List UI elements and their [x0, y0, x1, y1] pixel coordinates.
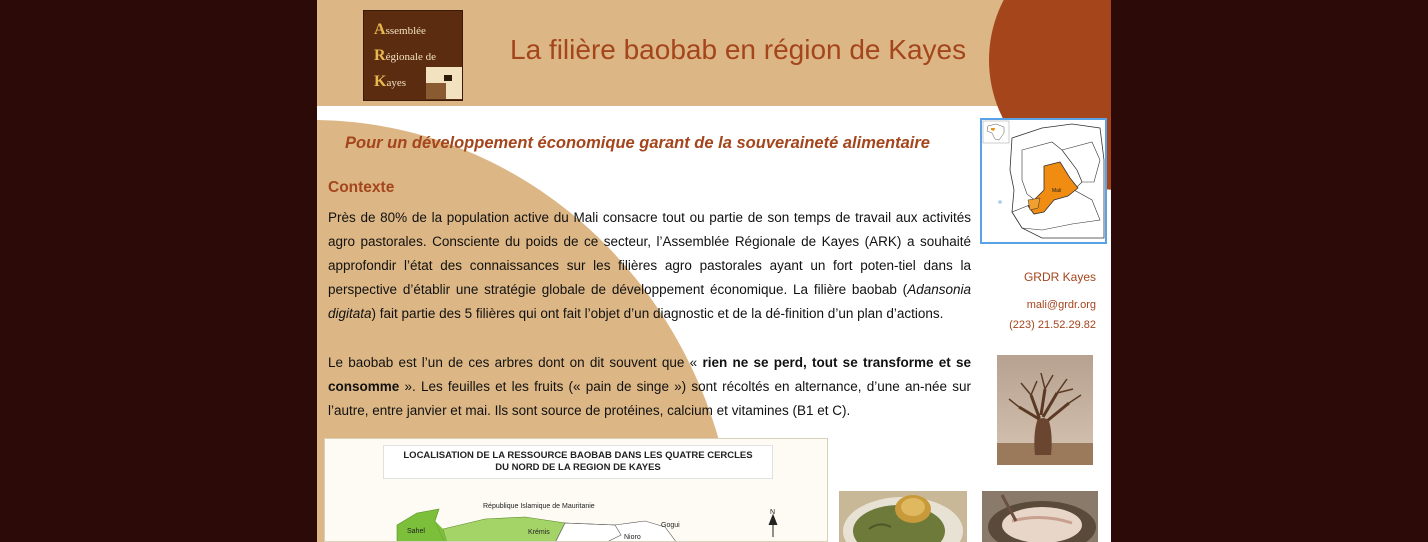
gogui-label: Gogui: [661, 522, 680, 529]
north-arrow-icon: [769, 515, 777, 537]
mali-locator-map: [980, 118, 1107, 244]
contact-organization: GRDR Kayes: [1023, 270, 1096, 284]
contact-email[interactable]: mali@grdr.org: [1026, 299, 1096, 311]
logo-paper-mark: [444, 75, 452, 81]
kayes-shape: [1028, 198, 1040, 210]
logo-line-2: Régionale de: [374, 47, 436, 64]
mauritania-label: République Islamique de Mauritanie: [483, 503, 595, 510]
species-name: Adansonia digitata: [328, 282, 971, 321]
logo-line-3: Kayes: [374, 73, 406, 90]
context-paragraph-1: Près de 80% de la population active du Mali consacre tout ou partie de son temps de travail aux activités agro pastorales. Consciente du poids de ce secteur, l’Assemblée Régionale de Kayes (ARK) a souhaité approfondir l’état des connaissances sur les filières agro pastorales ayant un fort poten-tiel dans la perspective d’établir une stratégie globale de développement économique. La filière baobab (Adansonia digitata) fait partie des 5 filières qui ont fait l’objet d’un diagnostic et de la dé-finition d’un plan d’actions.: [328, 210, 971, 321]
baobab-resource-map: [324, 438, 828, 542]
logo-paper-shade: [426, 83, 446, 99]
baobab-pulp-photo: [982, 491, 1098, 542]
mali-map-label: Mali: [1052, 188, 1062, 194]
kremis-label: Krémis: [528, 529, 550, 536]
nioro-label: Nioro: [624, 534, 641, 541]
map-title: LOCALISATION DE LA RESSOURCE BAOBAB DANS LES QUATRE CERCLES DU NORD DE LA REGION DE KAYES: [403, 450, 753, 473]
sahel-label: Sahel: [407, 528, 425, 535]
mali-locator-svg: [982, 120, 1105, 242]
ark-logo: [363, 10, 463, 101]
nioro-region: [555, 521, 677, 542]
contact-phone: (223) 21.52.29.82: [1009, 319, 1096, 331]
context-paragraph-2: Le baobab est l’un de ces arbres dont on dit souvent que « rien ne se perd, tout se transforme et se consomme ». Les feuilles et les fruits (« pain de singe ») sont récoltés en alternance, d’une an-née sur l’autre, entre janvier et mai. Ils sont source de protéines, calcium et vitamines (B1 et C).: [328, 355, 971, 418]
section-heading-context: Contexte: [328, 179, 395, 196]
north-label: N: [770, 509, 776, 516]
baobab-leaves-bowl-photo: [839, 491, 967, 542]
subtitle: Pour un développement économique garant de la souveraineté alimentaire: [345, 134, 930, 152]
baobab-tree-photo: [997, 355, 1093, 465]
resource-map-svg: [325, 439, 828, 542]
proverb: rien ne se perd, tout se transforme et se consomme: [328, 355, 971, 394]
document-page: [317, 0, 1111, 542]
page-title: La filière baobab en région de Kayes: [510, 34, 967, 65]
logo-line-1: Assemblée: [374, 21, 426, 38]
